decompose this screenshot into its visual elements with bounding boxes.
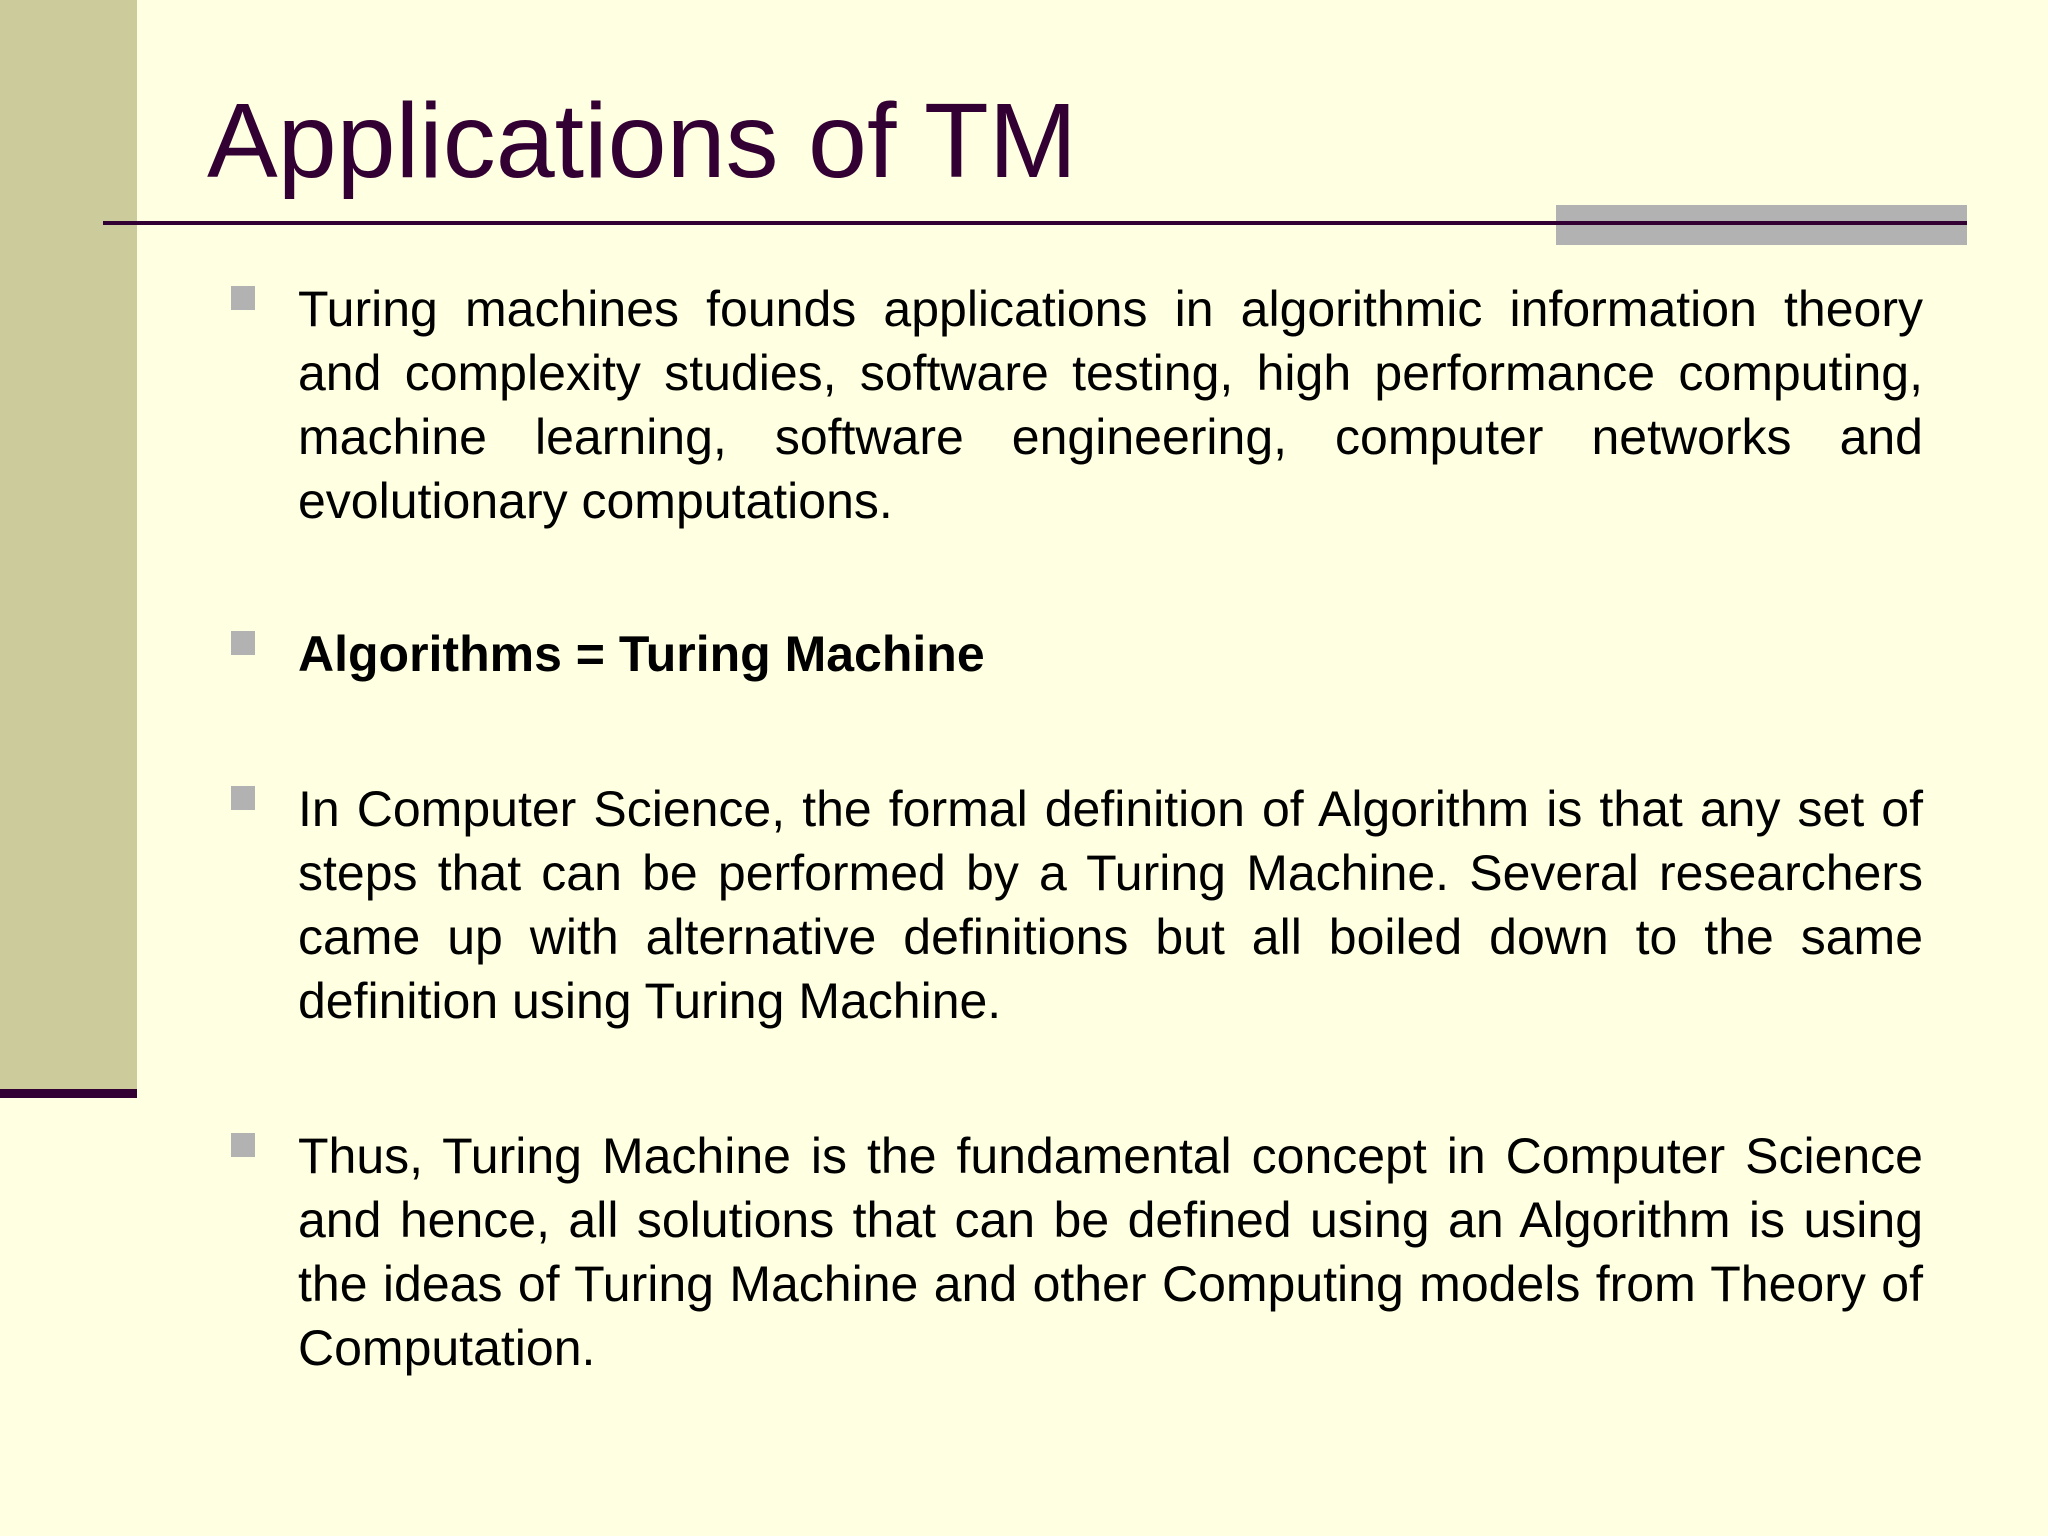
title-rule-accent-line xyxy=(1556,221,1967,225)
square-bullet-icon xyxy=(231,1133,255,1157)
left-bar-underline xyxy=(0,1089,137,1098)
bullet-text: In Computer Science, the formal definition of Algorithm is that any set of steps that can be performed by a Turing Machine. Several researchers came up with alternative definitions but all boiled down to the same definition using Turing Machine. xyxy=(298,781,1923,1029)
square-bullet-icon xyxy=(231,631,255,655)
square-bullet-icon xyxy=(231,286,255,310)
slide-title: Applications of TM xyxy=(207,82,1077,200)
left-decorative-bar xyxy=(0,0,137,1093)
square-bullet-icon xyxy=(231,786,255,810)
bullet-text: Turing machines founds applications in algorithmic information theory and complexity studies, software testing, high performance computing, machine learning, software engineering, computer networks and evolutionary computations. xyxy=(298,281,1923,529)
title-accent-block xyxy=(1556,205,1967,245)
bullet-text: Thus, Turing Machine is the fundamental concept in Computer Science and hence, all solutions that can be defined using an Algorithm is using the ideas of Turing Machine and other Computing models from Theory of Computation. xyxy=(298,1128,1923,1376)
bullet-text: Algorithms = Turing Machine xyxy=(298,626,985,682)
